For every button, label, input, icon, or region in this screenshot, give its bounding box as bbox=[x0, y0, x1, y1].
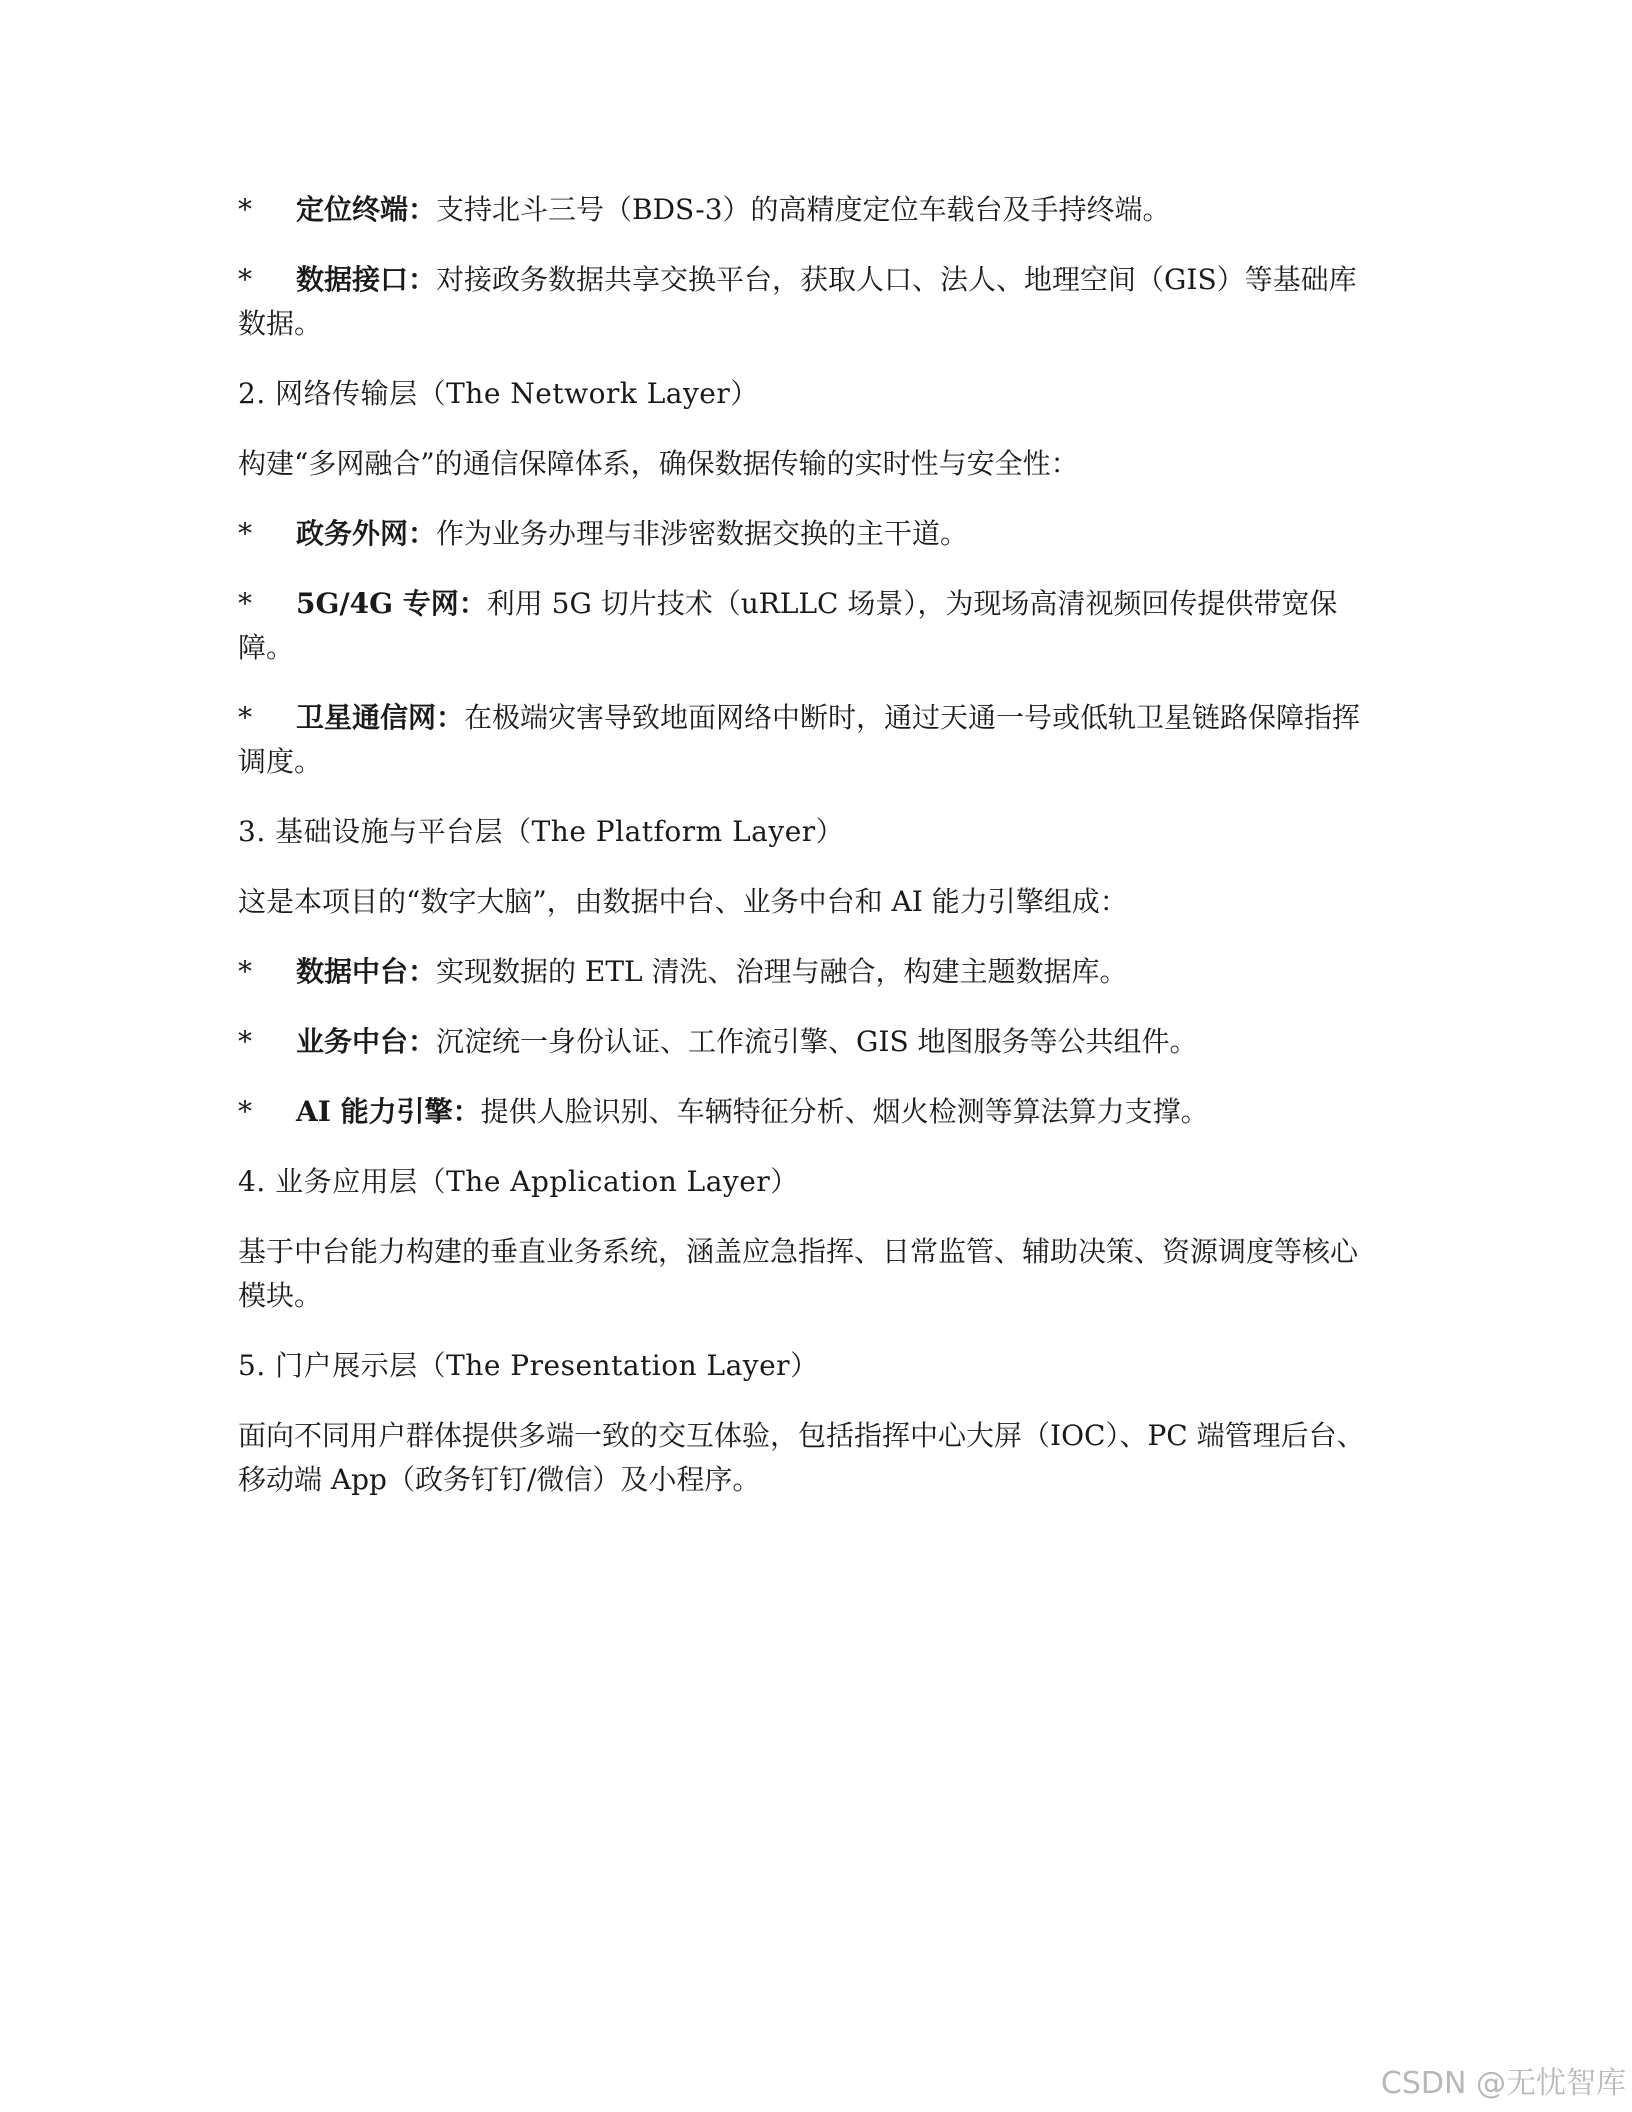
document-body bbox=[238, 188, 1378, 1528]
section-heading-presentation: 5. 门户展示层（The Presentation Layer） bbox=[238, 1349, 819, 1382]
bullet-mark: * bbox=[238, 587, 252, 620]
section-heading-network: 2. 网络传输层（The Network Layer） bbox=[238, 377, 759, 410]
bullet-text: 利用 5G 切片技术（uRLLC 场景），为现场高清视频回传提供带宽保障。 bbox=[238, 587, 1338, 664]
bullet-mark: * bbox=[238, 1025, 252, 1058]
section-heading-application: 4. 业务应用层（The Application Layer） bbox=[238, 1165, 799, 1198]
bullet-term: 5G/4G 专网： bbox=[296, 587, 487, 620]
bullet-text: 在极端灾害导致地面网络中断时，通过天通一号或低轨卫星链路保障指挥调度。 bbox=[238, 701, 1361, 778]
bullet-text: 对接政务数据共享交换平台，获取人口、法人、地理空间（GIS）等基础库数据。 bbox=[238, 263, 1357, 340]
bullet-data-middle-platform bbox=[238, 950, 1378, 994]
bullet-satellite-network bbox=[238, 696, 1378, 784]
bullet-text: 实现数据的 ETL 清洗、治理与融合，构建主题数据库。 bbox=[436, 955, 1128, 988]
bullet-term: 定位终端： bbox=[296, 193, 437, 226]
bullet-positioning-terminal bbox=[238, 188, 1378, 232]
bullet-text: 沉淀统一身份认证、工作流引擎、GIS 地图服务等公共组件。 bbox=[436, 1025, 1198, 1058]
bullet-data-interface bbox=[238, 258, 1378, 346]
section-intro-application: 基于中台能力构建的垂直业务系统，涵盖应急指挥、日常监管、辅助决策、资源调度等核心模块。 bbox=[238, 1235, 1359, 1312]
section-intro-presentation: 面向不同用户群体提供多端一致的交互体验，包括指挥中心大屏（IOC）、PC 端管理后台、移动端 App（政务钉钉/微信）及小程序。 bbox=[238, 1419, 1365, 1496]
bullet-term: 数据中台： bbox=[296, 955, 437, 988]
section-intro-network: 构建“多网融合”的通信保障体系，确保数据传输的实时性与安全性： bbox=[238, 447, 1079, 480]
bullet-mark: * bbox=[238, 955, 252, 988]
bullet-mark: * bbox=[238, 1095, 252, 1128]
bullet-text: 作为业务办理与非涉密数据交换的主干道。 bbox=[436, 517, 969, 550]
bullet-term: 卫星通信网： bbox=[296, 701, 465, 734]
csdn-watermark: CSDN @无忧智库 bbox=[1380, 2066, 1626, 2101]
bullet-ai-engine bbox=[238, 1090, 1378, 1134]
bullet-gov-extranet bbox=[238, 512, 1378, 556]
bullet-term: 政务外网： bbox=[296, 517, 437, 550]
bullet-text: 提供人脸识别、车辆特征分析、烟火检测等算法算力支撑。 bbox=[480, 1095, 1209, 1128]
bullet-term: 业务中台： bbox=[296, 1025, 437, 1058]
section-intro-platform: 这是本项目的“数字大脑”，由数据中台、业务中台和 AI 能力引擎组成： bbox=[238, 885, 1128, 918]
bullet-mark: * bbox=[238, 263, 252, 296]
bullet-mark: * bbox=[238, 193, 252, 226]
section-heading-platform: 3. 基础设施与平台层（The Platform Layer） bbox=[238, 815, 845, 848]
bullet-text: 支持北斗三号（BDS-3）的高精度定位车载台及手持终端。 bbox=[436, 193, 1171, 226]
bullet-business-middle-platform bbox=[238, 1020, 1378, 1064]
bullet-mark: * bbox=[238, 517, 252, 550]
bullet-term: 数据接口： bbox=[296, 263, 437, 296]
bullet-term: AI 能力引擎： bbox=[296, 1095, 481, 1128]
bullet-mark: * bbox=[238, 701, 252, 734]
bullet-5g-private-network bbox=[238, 582, 1378, 670]
